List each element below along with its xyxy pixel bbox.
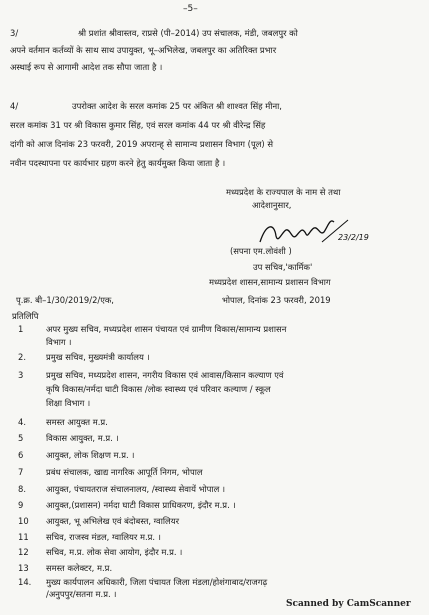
recipient-number: 8. (18, 484, 26, 494)
recipient-line: समस्त कलेक्टर, म.प्र. (46, 563, 113, 573)
recipient-line: सचिव, राजस्व मंडल, ग्वालियर म.प्र. । (46, 532, 161, 542)
reference-number: पृ.क्र. बी–1/30/2019/2/एक, (16, 295, 114, 305)
recipient-line: विकास आयुक्त, म.प्र. । (46, 433, 119, 443)
para4-line1: उपरोक्त आदेश के सरल कमांक 25 पर अंकित श्री शाश्वत सिंह मीना, (72, 101, 282, 111)
scanner-watermark: Scanned by CamScanner (286, 599, 411, 609)
page-number: –5– (183, 4, 198, 14)
recipient-line: प्रबंध संचालक, खाद्य नागरिक आपूर्ति निगम, भोपाल (46, 467, 203, 477)
designation-line2: मध्यप्रदेश शासन,सामान्य प्रशासन विभाग (209, 277, 331, 287)
para3-line3: अस्थाई रूप से आगामी आदेश तक सौपा जाता है । (10, 62, 163, 72)
recipient-line: विभाग । (46, 337, 72, 347)
recipient-line: आयुक्त, भू अभिलेख एवं बंदोबस्त, ग्वालियर (46, 516, 179, 526)
para4-line4: नवीन पदस्थापना पर कार्यभार ग्रहण करने हेतु कार्यमुक्त किया जाता है । (10, 158, 226, 168)
recipient-number: 10 (18, 516, 29, 526)
recipient-number: 4. (18, 417, 26, 427)
para4-line3: दांगी को आज दिनांक 23 फरवरी, 2019 अपरान्ह् से सामान्य प्रशासन विभाग (पूल) से (10, 139, 273, 149)
recipient-line: मुख्य कार्यपालन अधिकारी, जिला पंचायत जिला मंडला/होशंगाबाद/राजगढ़ (46, 577, 268, 587)
signatory-name: (सपना एम.लोवंशी ) (230, 246, 292, 256)
recipient-number: 12 (18, 547, 29, 557)
recipient-number: 5 (18, 433, 24, 443)
recipient-line: अपर मुख्य सचिव, मध्यप्रदेश शासन पंचायत एवं ग्रामीण विकास/सामान्य प्रशासन (46, 324, 287, 334)
recipient-line: शिक्षा विभाग । (46, 398, 91, 408)
recipient-line: /अनुपपुर/सतना म.प्र. । (46, 589, 117, 599)
recipient-line: प्रमुख सचिव, मुख्यमंत्री कार्यालय । (46, 352, 150, 362)
recipient-line: प्रमुख सचिव, मध्यप्रदेश शासन, नगरीय विकास एवं आवास/किसान कल्याण एवं (46, 370, 284, 380)
closing-line2: आदेशानुसार, (252, 200, 292, 210)
recipient-line: आयुक्त,(प्रशासन) नर्मदा घाटी विकास प्राधिकरण, इंदौर म.प्र. । (46, 500, 236, 510)
recipient-number: 13 (18, 563, 29, 573)
para4-line2: सरल कमांक 31 पर श्री विकास कुमार सिंह, एवं सरल कमांक 44 पर श्री वीरेन्द्र सिंह (10, 120, 266, 130)
recipient-number: 2. (18, 352, 26, 362)
recipient-line: सचिव, म.प्र. लोक सेवा आयोग, इंदौर म.प्र. । (46, 547, 183, 557)
reference-place-date: भोपाल, दिनांक 23 फरवरी, 2019 (222, 295, 331, 305)
recipient-line: कृषि विकास/नर्मदा घाटी विकास /लोक स्वास्थ्य एवं परिवार कल्याण / स्कूल (46, 384, 271, 394)
para3-line2: अपने वर्तमान कर्तव्यों के साथ साथ उपायुक्त, भू–अभिलेख, जबलपुर का अतिरिक्त प्रभार (10, 45, 277, 55)
recipient-number: 6 (18, 450, 24, 460)
recipient-line: समस्त आयुक्त म.प्र. (46, 417, 108, 427)
copy-heading: प्रतिलिपि (12, 311, 39, 321)
signature-date: 23/2/19 (338, 233, 369, 242)
recipient-number: 11 (18, 532, 29, 542)
closing-line1: मध्यप्रदेश के राज्यपाल के नाम से तथा (226, 187, 341, 197)
para4-number: 4/ (10, 101, 19, 111)
recipient-number: 9 (18, 500, 24, 510)
recipient-line: आयुक्त, लोक शिक्षण म.प्र. । (46, 450, 135, 460)
recipient-number: 1 (18, 324, 24, 334)
recipient-number: 14. (18, 577, 32, 587)
recipient-number: 7 (18, 467, 24, 477)
recipient-number: 3 (18, 370, 24, 380)
para3-number: 3/ (10, 28, 19, 38)
designation-line1: उप सचिव,'कार्मिक' (253, 262, 313, 272)
para3-line1: श्री प्रशांत श्रीवास्तव, राप्रसे (पी–2014) उप संचालक, मंडी, जबलपुर को (78, 28, 298, 38)
recipient-line: आयुक्त, पंचायतराज संचालनालय, /स्वास्थ्य सेवायें भोपाल । (46, 484, 226, 494)
